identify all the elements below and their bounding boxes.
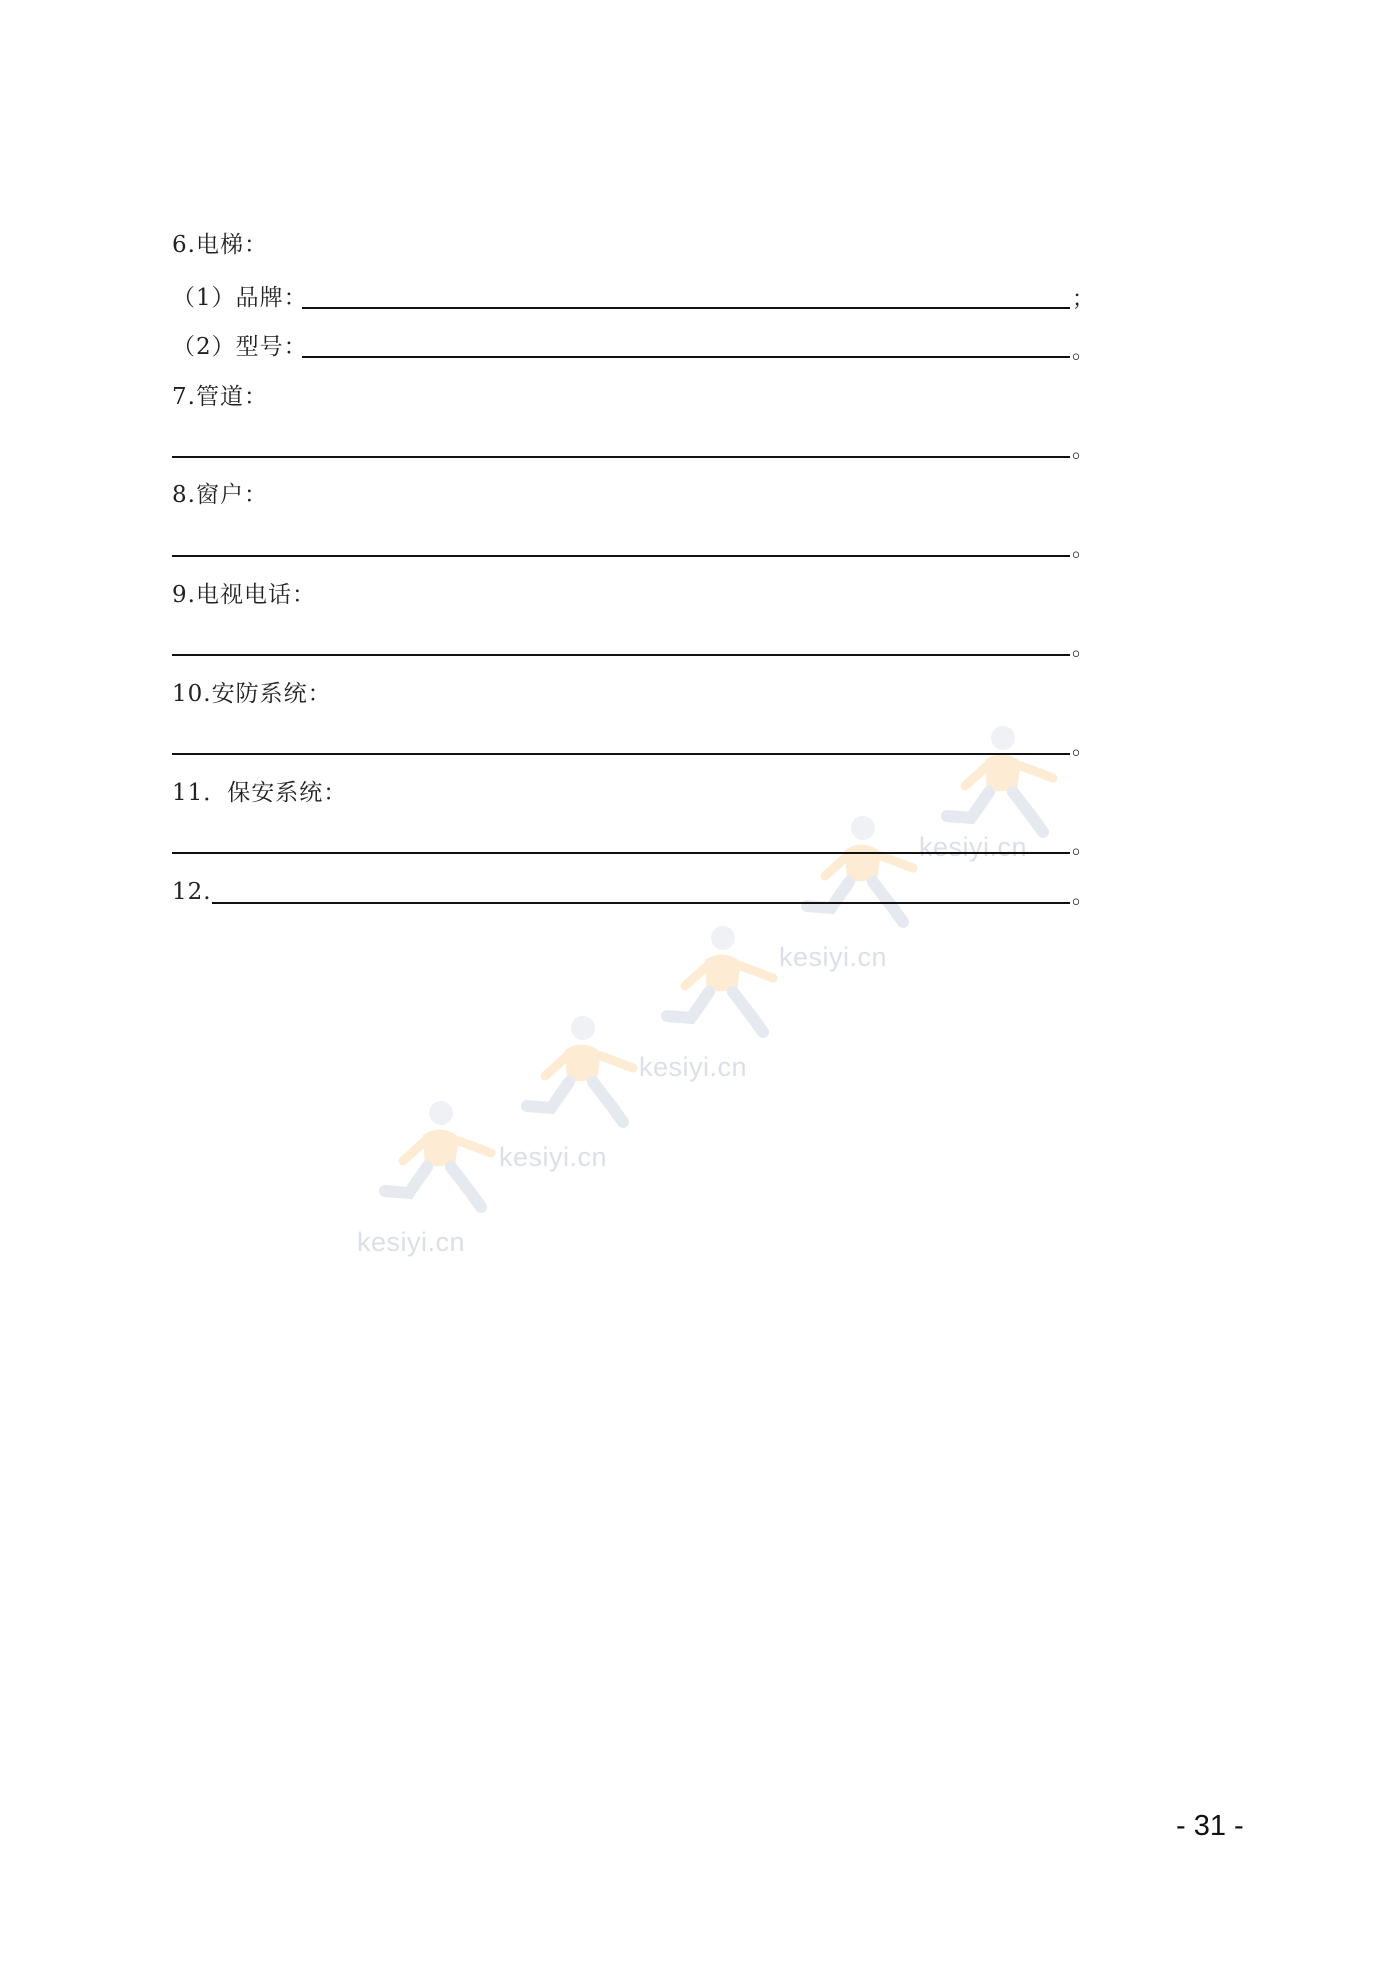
section-heading-security-system: 10.安防系统：: [172, 681, 332, 707]
section-heading-guard-system: 11．保安系统：: [172, 780, 348, 806]
watermark-logo: [639, 920, 785, 1082]
watermark-text: kesiyi.cn: [919, 832, 1028, 862]
section-heading-windows: 8.窗户：: [172, 482, 268, 508]
watermark-text: kesiyi.cn: [779, 942, 888, 972]
watermark-logo: [357, 1095, 503, 1257]
watermark-logo: [779, 810, 925, 972]
pipes-end-punct: 。: [1072, 438, 1095, 463]
running-man-logo-icon: [645, 920, 785, 1040]
model-blank-line[interactable]: [302, 356, 1070, 358]
watermark-text: kesiyi.cn: [357, 1227, 466, 1257]
model-end-punct: 。: [1072, 339, 1095, 364]
field-label-model: （2）型号：: [172, 334, 308, 360]
security-system-end-punct: 。: [1072, 735, 1095, 760]
running-man-logo-icon: [925, 720, 1065, 840]
pipes-blank-line[interactable]: [172, 456, 1070, 458]
section-heading-tv-phone: 9.电视电话：: [172, 582, 316, 608]
windows-end-punct: 。: [1072, 537, 1095, 562]
watermark-text: kesiyi.cn: [499, 1142, 608, 1172]
windows-blank-line[interactable]: [172, 555, 1070, 557]
field-label-brand: （1）品牌：: [172, 285, 308, 311]
tv-phone-end-punct: 。: [1072, 636, 1095, 661]
running-man-logo-icon: [363, 1095, 503, 1215]
brand-blank-line[interactable]: [302, 307, 1070, 309]
watermark-logo: [919, 720, 1065, 880]
tv-phone-blank-line[interactable]: [172, 654, 1070, 656]
section-heading-pipes: 7.管道：: [172, 384, 268, 410]
brand-end-punct: ；: [1072, 287, 1095, 312]
section-heading-elevator: 6.电梯：: [172, 232, 268, 258]
running-man-logo-icon: [505, 1010, 645, 1130]
watermark-text: kesiyi.cn: [639, 1052, 748, 1082]
item-12-blank-line[interactable]: [212, 902, 1070, 904]
item-12-end-punct: 。: [1072, 884, 1095, 909]
field-label-item-12: 12.: [172, 879, 212, 905]
guard-system-end-punct: 。: [1072, 834, 1095, 859]
page-number: - 31 -: [1176, 1810, 1244, 1842]
watermark-logo: [499, 1010, 645, 1172]
guard-system-blank-line[interactable]: [172, 852, 1070, 854]
running-man-logo-icon: [785, 810, 925, 930]
security-system-blank-line[interactable]: [172, 753, 1070, 755]
